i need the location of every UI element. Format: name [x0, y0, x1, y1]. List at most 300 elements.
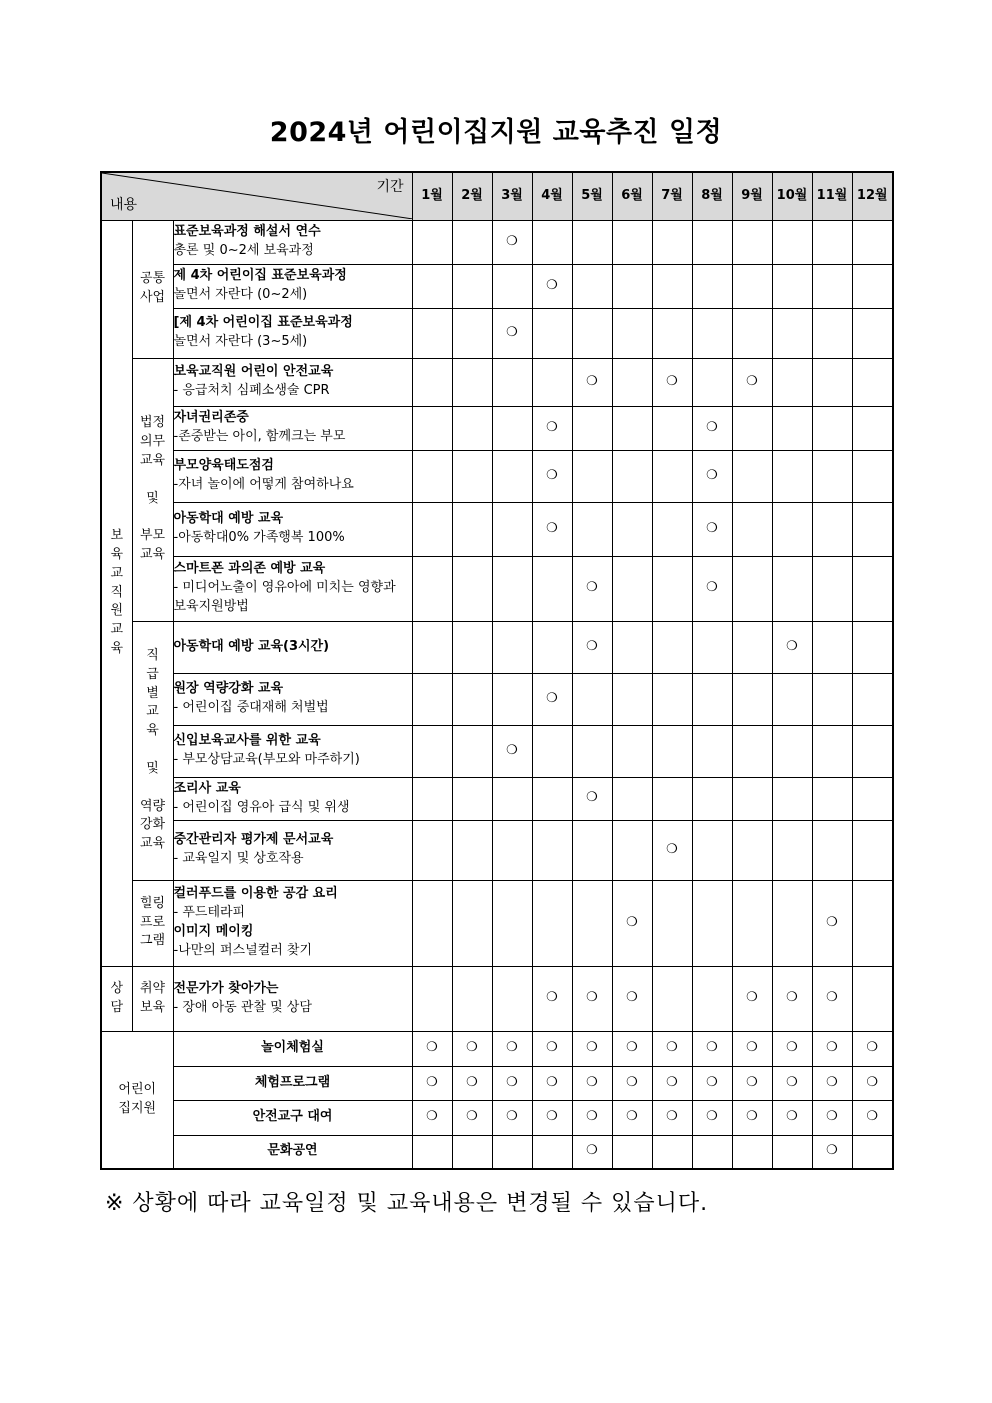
content-label: 내용 [110, 196, 138, 213]
month-cell [852, 880, 893, 966]
month-cell [852, 264, 893, 308]
program-cell [173, 777, 412, 820]
table-row [101, 725, 893, 777]
month-cell [412, 673, 452, 725]
month-cell [532, 1066, 572, 1100]
month-cell [812, 777, 852, 820]
month-cell [612, 966, 652, 1031]
schedule-mark-icon: ❍ [546, 990, 558, 1006]
month-cell [852, 406, 893, 450]
schedule-mark-icon: ❍ [546, 1040, 558, 1056]
month-cell [652, 621, 692, 673]
schedule-mark-icon: ❍ [506, 1040, 518, 1056]
month-cell [772, 450, 812, 502]
month-cell [412, 777, 452, 820]
table-row [101, 450, 893, 502]
month-cell [732, 220, 772, 264]
program-subtitle: - 응급처치 심폐소생술 CPR [173, 383, 330, 398]
month-cell [572, 358, 612, 406]
program-cell [173, 264, 412, 308]
month-cell [532, 556, 572, 621]
month-cell [412, 1135, 452, 1169]
schedule-mark-icon: ❍ [706, 1109, 718, 1125]
month-cell [492, 358, 532, 406]
month-cell [492, 725, 532, 777]
group-healing: 힐링 프로 그램 [132, 880, 173, 966]
month-cell [652, 406, 692, 450]
schedule-mark-icon: ❍ [586, 990, 598, 1006]
month-cell [572, 1100, 612, 1135]
month-cell [732, 966, 772, 1031]
month-cell [412, 502, 452, 556]
month-cell [852, 1100, 893, 1135]
header-diagonal-cell [101, 172, 412, 220]
month-cell [452, 1031, 492, 1066]
month-cell [692, 673, 732, 725]
month-cell [572, 264, 612, 308]
month-cell [532, 966, 572, 1031]
program-subtitle: - 미디어노출이 영유아에 미치는 영향과 보육지원방법 [173, 580, 396, 614]
month-cell [692, 1066, 732, 1100]
month-cell [612, 308, 652, 358]
month-cell [652, 450, 692, 502]
month-cell [452, 1100, 492, 1135]
table-row [101, 406, 893, 450]
month-cell [612, 725, 652, 777]
month-cell [772, 673, 812, 725]
month-cell [852, 777, 893, 820]
month-cell [572, 308, 612, 358]
month-cell [612, 502, 652, 556]
month-cell [852, 358, 893, 406]
program-cell [173, 820, 412, 880]
schedule-mark-icon: ❍ [666, 1109, 678, 1125]
month-cell [612, 1066, 652, 1100]
schedule-mark-icon: ❍ [506, 1074, 518, 1090]
schedule-mark-icon: ❍ [826, 1109, 838, 1125]
program-label: 체험프로그램 [173, 1066, 412, 1100]
month-cell [412, 1100, 452, 1135]
program-subtitle: -존중받는 아이, 함께크는 부모 [173, 429, 346, 444]
month-cell [852, 621, 893, 673]
program-title: 전문가가 찾아가는 [173, 980, 279, 996]
program-title: 이미지 메이킹 [173, 924, 254, 939]
program-cell [173, 621, 412, 673]
schedule-mark-icon: ❍ [706, 1040, 718, 1056]
month-cell [572, 502, 612, 556]
program-cell [173, 358, 412, 406]
month-cell [572, 966, 612, 1031]
month-cell [812, 406, 852, 450]
month-cell [492, 308, 532, 358]
month-cell [652, 1135, 692, 1169]
month-cell [612, 1100, 652, 1135]
table-row [101, 220, 893, 264]
schedule-mark-icon: ❍ [546, 277, 558, 293]
month-cell [612, 1031, 652, 1066]
month-cell [652, 502, 692, 556]
program-cell [173, 880, 412, 966]
month-cell [772, 220, 812, 264]
month-cell [852, 308, 893, 358]
month-cell [692, 966, 732, 1031]
group-vulnerable: 취약 보육 [132, 966, 173, 1031]
month-cell [612, 450, 652, 502]
month-cell [452, 1135, 492, 1169]
month-cell [772, 502, 812, 556]
program-cell [173, 308, 412, 358]
program-label: 안전교구 대여 [173, 1100, 412, 1135]
table-row [101, 1031, 893, 1066]
schedule-mark-icon: ❍ [786, 990, 798, 1006]
program-title: 컬러푸드를 이용한 공감 요리 [173, 886, 338, 902]
schedule-table [100, 171, 894, 1170]
month-cell [852, 556, 893, 621]
month-cell [812, 1066, 852, 1100]
month-cell [612, 673, 652, 725]
schedule-mark-icon: ❍ [586, 373, 598, 389]
month-header: 9월 [732, 172, 772, 220]
month-cell [652, 1066, 692, 1100]
month-cell [812, 621, 852, 673]
schedule-mark-icon: ❍ [746, 1040, 758, 1056]
month-cell [492, 264, 532, 308]
month-cell [692, 450, 732, 502]
month-cell [412, 725, 452, 777]
group-common: 공통 사업 [132, 220, 173, 358]
month-cell [492, 406, 532, 450]
schedule-mark-icon: ❍ [626, 1074, 638, 1090]
schedule-mark-icon: ❍ [546, 1109, 558, 1125]
program-label: 문화공연 [173, 1135, 412, 1169]
schedule-mark-icon: ❍ [786, 1040, 798, 1056]
month-cell [492, 1135, 532, 1169]
program-subtitle: - 교육일지 및 상호작용 [173, 851, 304, 866]
schedule-mark-icon: ❍ [586, 790, 598, 806]
month-cell [812, 880, 852, 966]
month-cell [772, 406, 812, 450]
month-cell [412, 1066, 452, 1100]
month-cell [732, 777, 772, 820]
month-cell [452, 777, 492, 820]
group-legal-parent: 법정 의무 교육 및 부모 교육 [132, 358, 173, 621]
month-cell [452, 406, 492, 450]
schedule-mark-icon: ❍ [586, 1109, 598, 1125]
month-cell [452, 556, 492, 621]
program-cell [173, 725, 412, 777]
month-cell [692, 308, 732, 358]
month-cell [492, 880, 532, 966]
schedule-mark-icon: ❍ [586, 1040, 598, 1056]
month-cell [852, 1135, 893, 1169]
month-cell [532, 220, 572, 264]
month-cell [812, 502, 852, 556]
month-cell [532, 406, 572, 450]
month-cell [692, 1100, 732, 1135]
month-cell [572, 556, 612, 621]
month-header: 2월 [452, 172, 492, 220]
schedule-mark-icon: ❍ [586, 580, 598, 596]
month-cell [492, 450, 532, 502]
program-cell [173, 450, 412, 502]
table-row [101, 966, 893, 1031]
schedule-mark-icon: ❍ [706, 1074, 718, 1090]
program-title: 제 4차 어린이집 표준보육과정 [173, 268, 347, 284]
month-header: 7월 [652, 172, 692, 220]
program-title: 아동학대 예방 교육 [173, 511, 284, 527]
schedule-mark-icon: ❍ [666, 373, 678, 389]
program-subtitle: - 부모상담교육(부모와 마주하기) [173, 752, 360, 767]
program-subtitle: 놀면서 자란다 (0~2세) [173, 287, 308, 302]
month-cell [772, 621, 812, 673]
program-title: 아동학대 예방 교육(3시간) [173, 638, 330, 654]
month-cell [412, 556, 452, 621]
month-cell [852, 820, 893, 880]
month-cell [452, 502, 492, 556]
schedule-mark-icon: ❍ [706, 419, 718, 435]
month-cell [812, 673, 852, 725]
month-cell [412, 450, 452, 502]
month-cell [492, 556, 532, 621]
schedule-mark-icon: ❍ [826, 1074, 838, 1090]
month-cell [572, 406, 612, 450]
month-cell [652, 673, 692, 725]
month-cell [652, 1100, 692, 1135]
program-title: 자녀권리존중 [173, 410, 249, 426]
month-cell [692, 556, 732, 621]
month-cell [572, 777, 612, 820]
table-row [101, 777, 893, 820]
table-row [101, 1100, 893, 1135]
month-cell [772, 1100, 812, 1135]
month-cell [812, 1031, 852, 1066]
month-cell [852, 502, 893, 556]
schedule-mark-icon: ❍ [506, 233, 518, 249]
month-cell [572, 1031, 612, 1066]
schedule-mark-icon: ❍ [786, 1074, 798, 1090]
schedule-mark-icon: ❍ [546, 419, 558, 435]
month-cell [692, 406, 732, 450]
schedule-mark-icon: ❍ [466, 1074, 478, 1090]
schedule-mark-icon: ❍ [506, 1109, 518, 1125]
month-cell [412, 220, 452, 264]
month-cell [412, 406, 452, 450]
program-title: 원장 역량강화 교육 [173, 681, 284, 697]
month-cell [692, 220, 732, 264]
month-cell [652, 1031, 692, 1066]
month-cell [532, 502, 572, 556]
month-cell [652, 556, 692, 621]
table-row [101, 264, 893, 308]
month-cell [732, 820, 772, 880]
month-cell [732, 556, 772, 621]
schedule-mark-icon: ❍ [666, 1074, 678, 1090]
month-cell [532, 264, 572, 308]
schedule-mark-icon: ❍ [666, 1040, 678, 1056]
program-cell [173, 220, 412, 264]
program-title: 부모양육태도점검 [173, 458, 274, 474]
footnote: ※ 상황에 따라 교육일정 및 교육내용은 변경될 수 있습니다. [105, 1191, 709, 1216]
program-subtitle: -나만의 퍼스널컬러 찾기 [173, 942, 313, 958]
schedule-mark-icon: ❍ [826, 1040, 838, 1056]
table-row [101, 673, 893, 725]
month-cell [692, 880, 732, 966]
schedule-mark-icon: ❍ [706, 467, 718, 483]
month-cell [692, 1031, 732, 1066]
month-cell [692, 725, 732, 777]
month-cell [732, 725, 772, 777]
month-cell [812, 308, 852, 358]
month-cell [532, 820, 572, 880]
table-row [101, 556, 893, 621]
month-cell [412, 820, 452, 880]
schedule-mark-icon: ❍ [746, 373, 758, 389]
month-cell [612, 220, 652, 264]
month-cell [412, 1031, 452, 1066]
month-cell [812, 556, 852, 621]
schedule-mark-icon: ❍ [786, 638, 798, 654]
month-cell [412, 621, 452, 673]
month-cell [412, 308, 452, 358]
month-cell [812, 966, 852, 1031]
month-cell [732, 1031, 772, 1066]
month-cell [572, 450, 612, 502]
table-row [101, 621, 893, 673]
month-cell [772, 777, 812, 820]
month-cell [492, 621, 532, 673]
month-cell [812, 1135, 852, 1169]
month-cell [612, 264, 652, 308]
program-cell [173, 556, 412, 621]
month-cell [652, 358, 692, 406]
month-cell [452, 820, 492, 880]
month-cell [852, 966, 893, 1031]
month-header: 10월 [772, 172, 812, 220]
month-cell [852, 220, 893, 264]
table-row [101, 358, 893, 406]
schedule-mark-icon: ❍ [466, 1040, 478, 1056]
program-subtitle: 총론 및 0~2세 보육과정 [173, 243, 314, 258]
program-subtitle: -자녀 놀이에 어떻게 참여하나요 [173, 477, 354, 492]
month-cell [532, 777, 572, 820]
month-cell [732, 1066, 772, 1100]
month-cell [772, 1031, 812, 1066]
month-cell [652, 308, 692, 358]
month-cell [692, 820, 732, 880]
month-cell [412, 264, 452, 308]
month-cell [412, 358, 452, 406]
schedule-mark-icon: ❍ [666, 841, 678, 857]
month-cell [732, 406, 772, 450]
month-cell [572, 820, 612, 880]
month-cell [652, 966, 692, 1031]
month-cell [612, 621, 652, 673]
month-cell [772, 1135, 812, 1169]
month-cell [452, 966, 492, 1031]
schedule-mark-icon: ❍ [826, 1143, 838, 1159]
month-cell [612, 777, 652, 820]
month-cell [692, 1135, 732, 1169]
program-subtitle: 놀면서 자란다 (3~5세) [173, 334, 308, 349]
month-cell [772, 966, 812, 1031]
month-cell [532, 358, 572, 406]
month-cell [692, 502, 732, 556]
month-cell [772, 358, 812, 406]
month-header: 4월 [532, 172, 572, 220]
schedule-mark-icon: ❍ [866, 1040, 879, 1056]
month-cell [772, 725, 812, 777]
month-cell [452, 673, 492, 725]
schedule-mark-icon: ❍ [706, 580, 718, 596]
month-header: 11월 [812, 172, 852, 220]
program-subtitle: -아동학대0% 가족행복 100% [173, 530, 345, 545]
month-cell [652, 725, 692, 777]
month-cell [572, 621, 612, 673]
schedule-mark-icon: ❍ [866, 1074, 879, 1090]
month-cell [452, 220, 492, 264]
program-title: 중간관리자 평가제 문서교육 [173, 832, 334, 848]
month-cell [412, 966, 452, 1031]
month-cell [612, 880, 652, 966]
month-cell [532, 308, 572, 358]
month-cell [452, 1066, 492, 1100]
month-cell [612, 358, 652, 406]
schedule-mark-icon: ❍ [746, 1109, 758, 1125]
schedule-mark-icon: ❍ [586, 1074, 598, 1090]
month-cell [532, 1031, 572, 1066]
month-cell [732, 880, 772, 966]
schedule-mark-icon: ❍ [626, 990, 638, 1006]
schedule-mark-icon: ❍ [626, 1040, 638, 1056]
category-counseling: 상 담 [101, 966, 132, 1031]
month-cell [852, 1066, 893, 1100]
month-cell [772, 820, 812, 880]
month-cell [852, 1031, 893, 1066]
month-cell [812, 1100, 852, 1135]
schedule-mark-icon: ❍ [506, 742, 518, 758]
month-cell [732, 1100, 772, 1135]
table-row [101, 1135, 893, 1169]
program-title: 스마트폰 과의존 예방 교육 [173, 561, 326, 577]
month-cell [572, 673, 612, 725]
table-row [101, 880, 893, 966]
category-staff-education: 보 육 교 직 원 교 육 [101, 220, 132, 966]
month-cell [652, 820, 692, 880]
month-cell [412, 880, 452, 966]
month-header: 3월 [492, 172, 532, 220]
month-cell [572, 1066, 612, 1100]
month-cell [732, 450, 772, 502]
schedule-mark-icon: ❍ [426, 1040, 438, 1056]
month-cell [852, 673, 893, 725]
month-cell [572, 880, 612, 966]
month-cell [692, 358, 732, 406]
month-cell [812, 220, 852, 264]
month-cell [532, 450, 572, 502]
month-cell [812, 820, 852, 880]
schedule-mark-icon: ❍ [506, 324, 518, 340]
month-cell [452, 358, 492, 406]
month-cell [532, 725, 572, 777]
month-cell [452, 725, 492, 777]
month-cell [572, 1135, 612, 1169]
schedule-mark-icon: ❍ [546, 467, 558, 483]
month-cell [492, 673, 532, 725]
program-cell [173, 502, 412, 556]
month-cell [492, 777, 532, 820]
program-title: 표준보육과정 해설서 연수 [173, 224, 321, 240]
month-cell [612, 406, 652, 450]
